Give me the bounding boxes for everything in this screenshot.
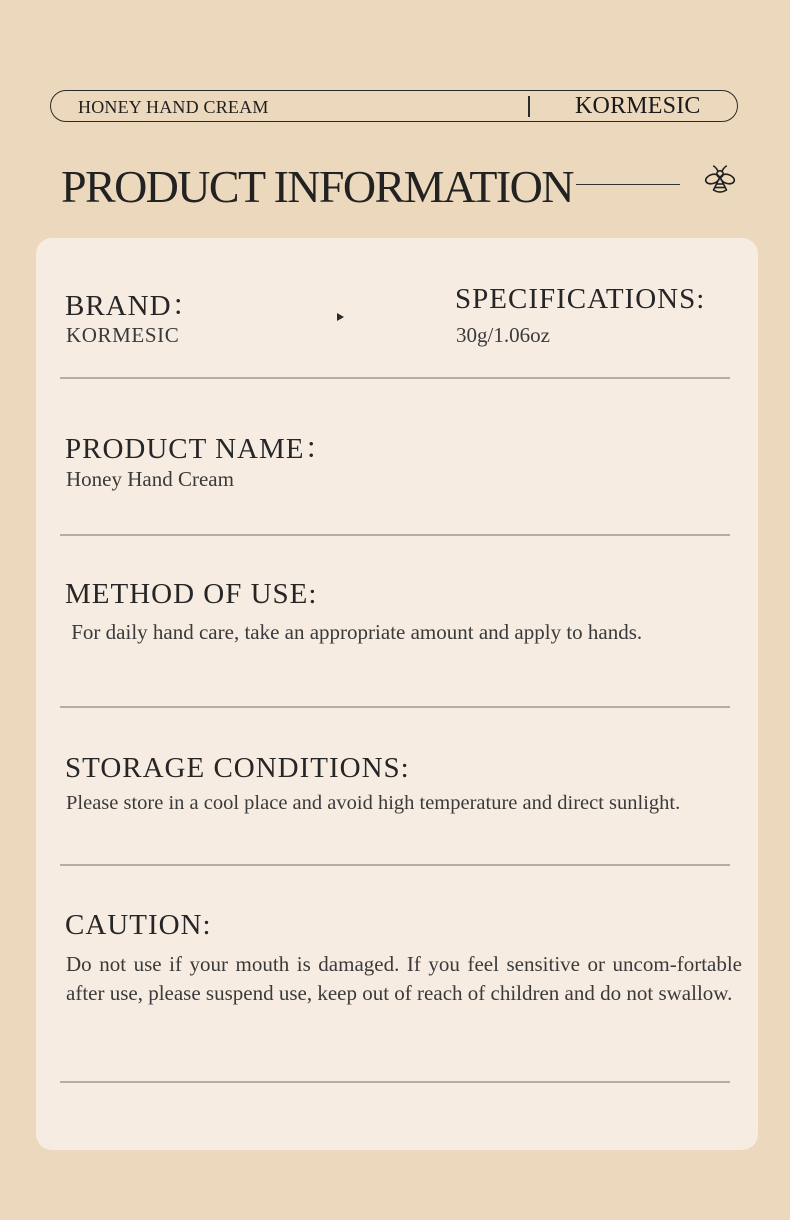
divider xyxy=(60,377,730,379)
product-name-value: Honey Hand Cream xyxy=(66,467,234,491)
brand-value: KORMESIC xyxy=(66,323,180,347)
method-of-use-value: For daily hand care, take an appropriate amount and apply to hands. xyxy=(66,620,643,644)
specifications-label: SPECIFICATIONS: xyxy=(455,283,706,315)
caution-text: Do not use if your mouth is damaged. If you feel sensitive or uncom-fortable after use, please suspend use, keep out of reach of children and do not swallow. xyxy=(66,952,742,1005)
bee-icon xyxy=(702,163,738,199)
page-title: PRODUCT INFORMATION xyxy=(61,161,573,212)
method-of-use-label: METHOD OF USE: xyxy=(65,578,318,610)
divider xyxy=(60,864,730,866)
storage-conditions-label: STORAGE CONDITIONS: xyxy=(65,752,410,784)
caution-label: CAUTION: xyxy=(65,909,212,941)
product-title: HONEY HAND CREAM xyxy=(78,97,269,117)
divider xyxy=(60,534,730,536)
brand-logo: KORMESIC xyxy=(575,93,701,119)
header-bar xyxy=(50,90,738,122)
storage-conditions-value: Please store in a cool place and avoid high temperature and direct sunlight. xyxy=(66,792,681,814)
divider xyxy=(60,706,730,708)
info-card xyxy=(36,238,758,1150)
specifications-value: 30g/1.06oz xyxy=(456,323,550,347)
header-divider xyxy=(528,96,530,117)
heading-rule xyxy=(576,184,680,185)
divider xyxy=(60,1081,730,1083)
play-icon xyxy=(337,313,344,321)
product-name-label: PRODUCT NAME： xyxy=(65,433,335,465)
brand-label: BRAND： xyxy=(65,290,202,322)
